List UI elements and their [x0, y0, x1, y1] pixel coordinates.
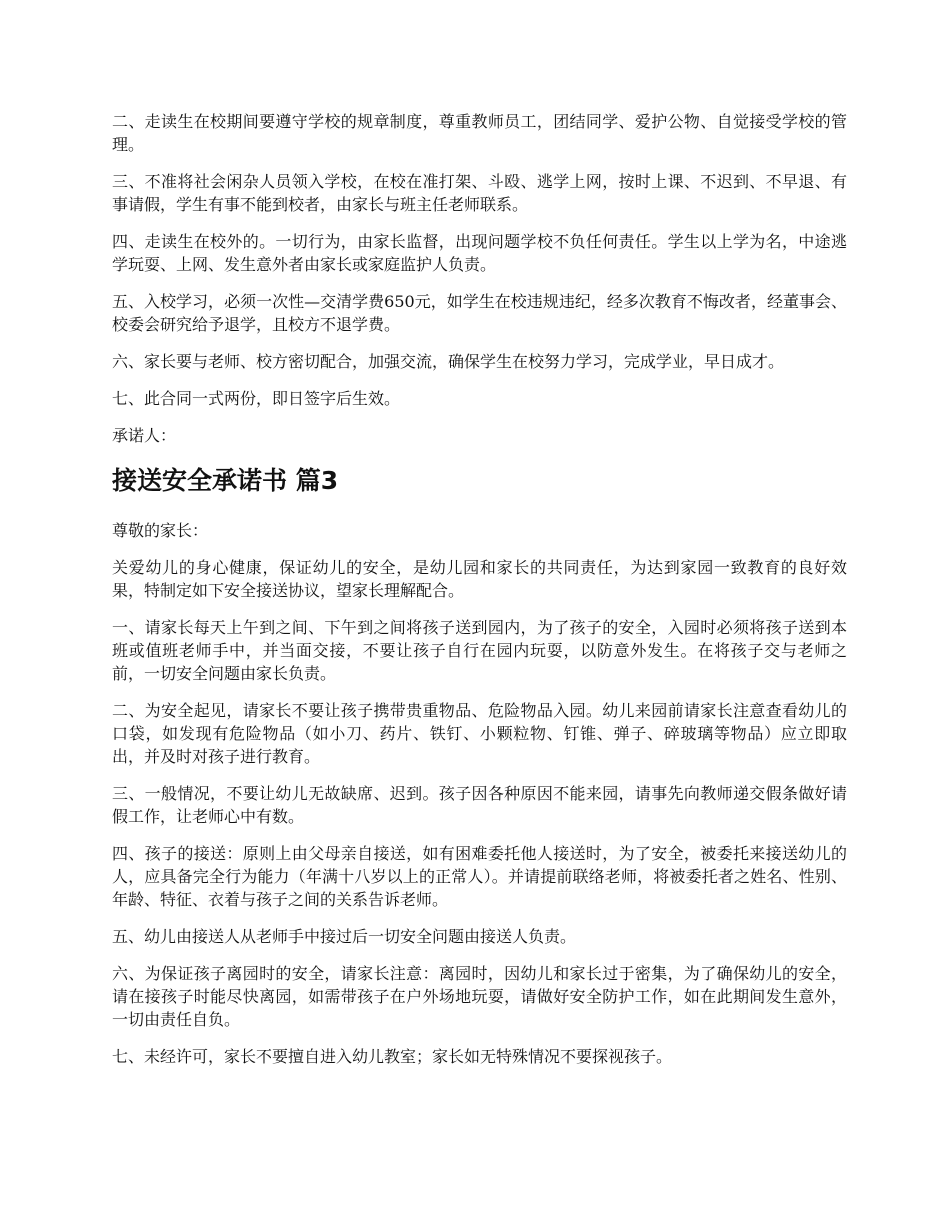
paragraph-rule-5: 五、入校学习，必须一次性—交清学费650元，如学生在校违规违纪，经多次教育不悔改者，经董事会、校委会研究给予退学，且校方不退学费。 — [112, 292, 847, 334]
paragraph-item-3: 三、一般情况，不要让幼儿无故缺席、迟到。孩子因各种原因不能来园，请事先向教师递交假条做好请假工作，让老师心中有数。 — [112, 784, 847, 826]
paragraph-rule-7: 七、此合同一式两份，即日签字后生效。 — [112, 389, 401, 408]
signature-label: 承诺人： — [112, 426, 177, 445]
paragraph-rule-3: 三、不准将社会闲杂人员领入学校，在校在准打架、斗殴、逃学上网，按时上课、不迟到、不早退、有事请假，学生有事不能到校者，由家长与班主任老师联系。 — [112, 172, 847, 214]
paragraph-rule-6: 六、家长要与老师、校方密切配合，加强交流，确保学生在校努力学习，完成学业，早日成才。 — [112, 352, 785, 371]
section-heading: 接送安全承诺书 篇3 — [112, 466, 339, 495]
paragraph-rule-2: 二、走读生在校期间要遵守学校的规章制度，尊重教师员工，团结同学、爱护公物、自觉接受学校的管理。 — [112, 112, 847, 154]
paragraph-intro: 关爱幼儿的身心健康，保证幼儿的安全，是幼儿园和家长的共同责任，为达到家园一致教育的良好效果，特制定如下安全接送协议，望家长理解配合。 — [112, 558, 847, 600]
paragraph-rule-4: 四、走读生在校外的。一切行为，由家长监督，出现问题学校不负任何责任。学生以上学为名，中途逃学玩耍、上网、发生意外者由家长或家庭监护人负责。 — [112, 232, 847, 274]
document-page — [112, 110, 847, 1082]
paragraph-item-5: 五、幼儿由接送人从老师手中接过后一切安全问题由接送人负责。 — [112, 927, 577, 946]
salutation: 尊敬的家长： — [112, 521, 209, 540]
paragraph-item-1: 一、请家长每天上午到之间、下午到之间将孩子送到园内，为了孩子的安全，入园时必须将孩子送到本班或值班老师手中，并当面交接，不要让孩子自行在园内玩耍，以防意外发生。在将孩子交与老师之前，一切安全问题由家长负责。 — [112, 618, 847, 683]
paragraph-item-6: 六、为保证孩子离园时的安全，请家长注意：离园时，因幼儿和家长过于密集，为了确保幼儿的安全，请在接孩子时能尽快离园，如需带孩子在户外场地玩耍，请做好安全防护工作，如在此期间发生意外，一切由责任自负。 — [112, 964, 847, 1029]
paragraph-item-7: 七、未经许可，家长不要擅自进入幼儿教室；家长如无特殊情况不要探视孩子。 — [112, 1047, 673, 1066]
paragraph-item-2: 二、为安全起见，请家长不要让孩子携带贵重物品、危险物品入园。幼儿来园前请家长注意查看幼儿的口袋，如发现有危险物品（如小刀、药片、铁钉、小颗粒物、钉锥、弹子、碎玻璃等物品）应立即取出，并及时对孩子进行教育。 — [112, 701, 847, 766]
paragraph-item-4: 四、孩子的接送：原则上由父母亲自接送，如有困难委托他人接送时，为了安全，被委托来接送幼儿的人，应具备完全行为能力（年满十八岁以上的正常人）。并请提前联络老师，将被委托者之姓名、性别、年龄、特征、衣着与孩子之间的关系告诉老师。 — [112, 844, 847, 909]
